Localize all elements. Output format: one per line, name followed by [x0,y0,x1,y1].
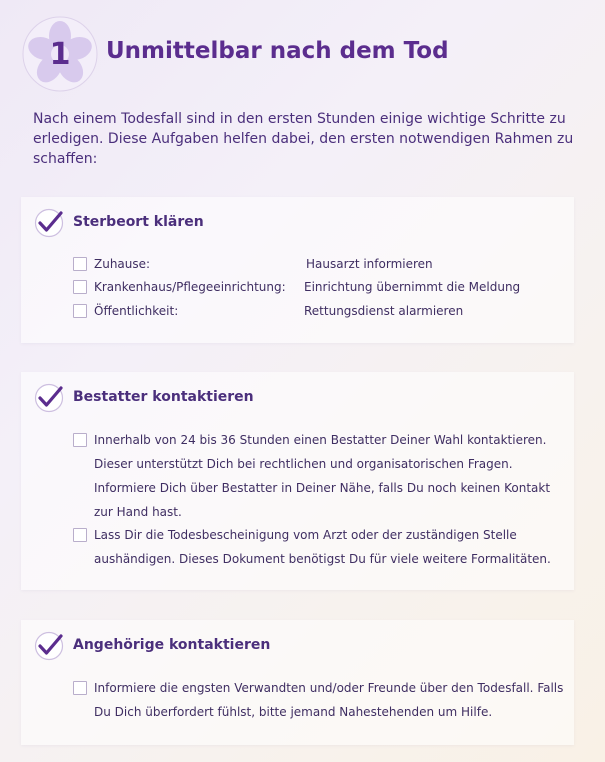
section-title: Sterbeort klären [73,214,204,230]
checkbox[interactable] [73,528,87,542]
item-text: Informiere die engsten Verwandten und/oder Freunde über den Todesfall. Falls Du Dich überfordert fühlst, bitte jemand Nahestehenden um Hilfe. [94,681,564,719]
item-value: Hausarzt informieren [306,257,433,271]
page-title: Unmittelbar nach dem Tod [106,38,449,64]
check-circle-icon [33,382,65,414]
checkbox[interactable] [73,433,87,447]
step-number: 1 [49,36,71,72]
item-text: Innerhalb von 24 bis 36 Stunden einen Bestatter Deiner Wahl kontaktieren. Dieser unterstützt Dich bei rechtlichen und organisatorischen Fragen. Informiere Dich über Bestatter in Deiner Nähe, falls Du noch keinen Kontakt zur Hand hast. [94,433,551,519]
item-label: Krankenhaus/Pflegeeinrichtung: [94,280,286,294]
section-title: Bestatter kontaktieren [73,389,254,405]
intro-text: Nach einem Todesfall sind in den ersten Stunden einige wichtige Schritte zu erledigen. Diese Aufgaben helfen dabei, den ersten notwendigen Rahmen zu schaffen: [33,111,574,167]
check-circle-icon [33,630,65,662]
section-card-angehoerige [21,620,574,745]
check-circle-icon [33,207,65,239]
item-value: Rettungsdienst alarmieren [304,304,464,318]
checkbox[interactable] [73,681,87,695]
item-label: Zuhause: [94,257,151,271]
page-header [20,14,590,94]
section-title: Angehörige kontaktieren [73,637,271,653]
checkbox[interactable] [73,304,87,318]
item-label: Öffentlichkeit: [94,304,179,318]
section-card-sterbeort [21,197,574,343]
checkbox[interactable] [73,257,87,271]
section-card-bestatter [21,372,574,590]
item-text: Lass Dir die Todesbescheinigung vom Arzt oder der zuständigen Stelle aushändigen. Dieses Dokument benötigst Du für viele weitere Formalitäten. [94,528,551,566]
item-value: Einrichtung übernimmt die Meldung [304,280,521,294]
checkbox[interactable] [73,280,87,294]
